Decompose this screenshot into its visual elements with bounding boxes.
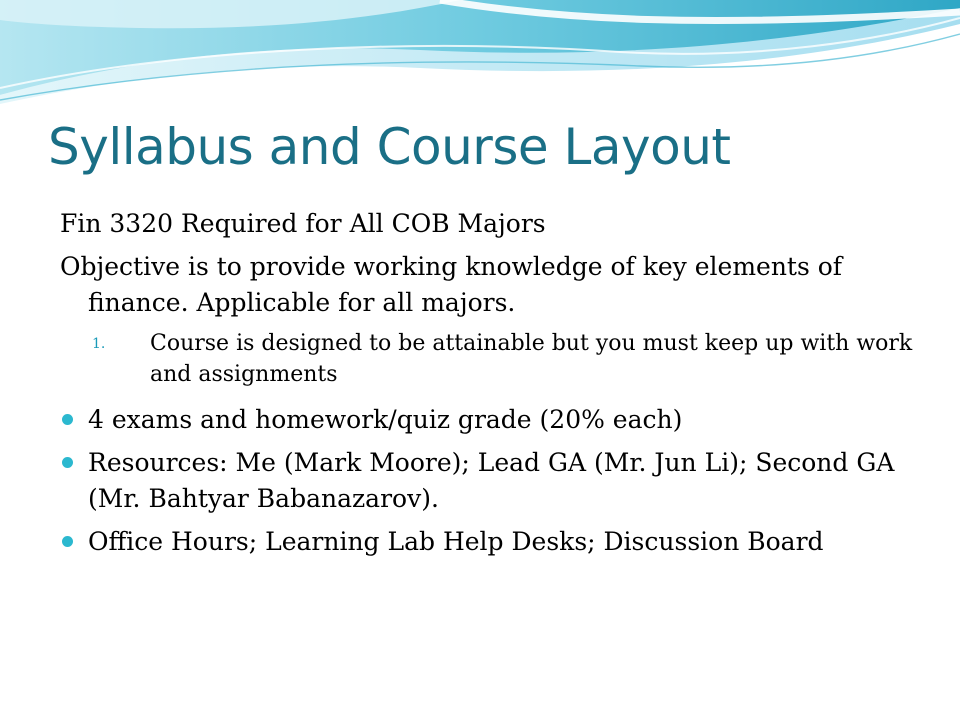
numbered-item — [60, 328, 920, 390]
numbered-item-text: Course is designed to be attainable but you must keep up with work and assignments — [150, 331, 913, 387]
bullet-text: 4 exams and homework/quiz grade (20% each) — [88, 405, 683, 434]
bullet-text: Resources: Me (Mark Moore); Lead GA (Mr. Jun Li); Second GA (Mr. Bahtyar Babanazarov). — [88, 448, 895, 513]
course-requirement-text: Fin 3320 Required for All COB Majors — [60, 209, 546, 238]
bullet-item-resources — [60, 445, 920, 517]
bullet-dot-icon — [60, 524, 88, 560]
bullet-dot-icon — [60, 402, 88, 438]
bullet-item-exams — [60, 402, 920, 438]
course-objective-text: Objective is to provide working knowledge of key elements of finance. Applicable for all majors. — [60, 252, 843, 317]
bullet-dot-icon — [60, 445, 88, 517]
slide-content — [60, 206, 920, 567]
bullet-text: Office Hours; Learning Lab Help Desks; Discussion Board — [88, 527, 824, 556]
header-wave-decoration — [0, 0, 960, 110]
list-number: 1. — [92, 336, 106, 352]
bullet-item-office-hours — [60, 524, 920, 560]
slide-title: Syllabus and Course Layout — [48, 118, 731, 176]
